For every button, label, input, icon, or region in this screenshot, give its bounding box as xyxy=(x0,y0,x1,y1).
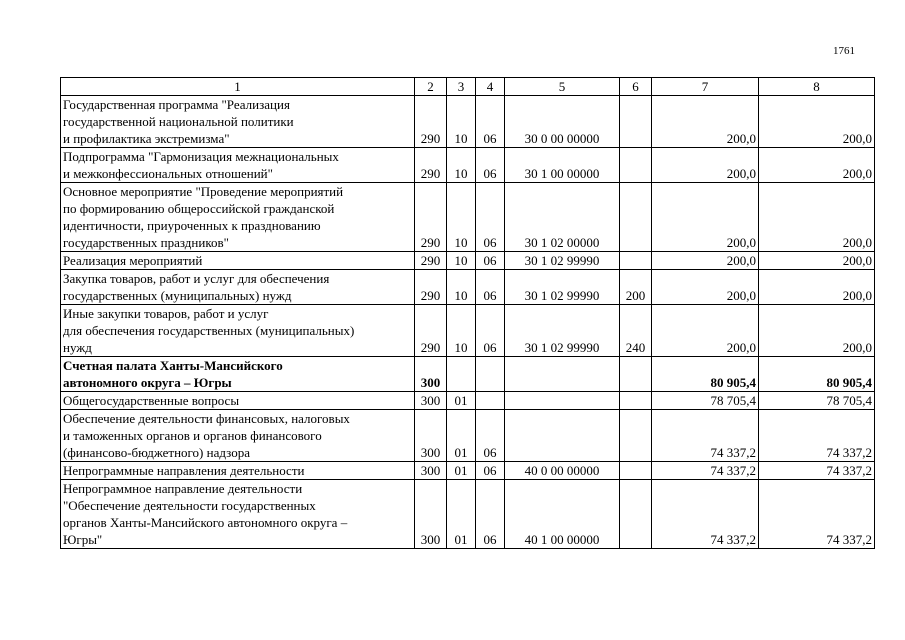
header-cell: 3 xyxy=(447,78,476,96)
subsection-cell: 06 xyxy=(476,183,505,252)
expense-type-cell xyxy=(620,96,652,148)
item-name-cell: Общегосударственные вопросы xyxy=(61,392,415,410)
budget-table xyxy=(60,77,875,549)
item-name-cell: Непрограммное направление деятельности "Обеспечение деятельности государственных органов Ханты-Мансийского автономного округа – Югры" xyxy=(61,480,415,549)
section-cell: 01 xyxy=(447,462,476,480)
subsection-cell xyxy=(476,357,505,392)
expense-type-cell xyxy=(620,357,652,392)
table-row xyxy=(61,148,875,183)
amount-col7-cell: 200,0 xyxy=(652,148,759,183)
section-cell: 01 xyxy=(447,480,476,549)
amount-col8-cell: 80 905,4 xyxy=(759,357,875,392)
amount-col8-cell: 74 337,2 xyxy=(759,462,875,480)
amount-col7-cell: 200,0 xyxy=(652,252,759,270)
amount-col7-cell: 200,0 xyxy=(652,305,759,357)
table-row xyxy=(61,96,875,148)
amount-col7-cell: 74 337,2 xyxy=(652,410,759,462)
header-cell: 4 xyxy=(476,78,505,96)
amount-col7-cell: 200,0 xyxy=(652,96,759,148)
item-name-cell: Иные закупки товаров, работ и услуг для обеспечения государственных (муниципальных) нужд xyxy=(61,305,415,357)
section-cell xyxy=(447,357,476,392)
amount-col8-cell: 200,0 xyxy=(759,305,875,357)
item-name-cell: Подпрограмма "Гармонизация межнациональных и межконфессиональных отношений" xyxy=(61,148,415,183)
expense-type-cell xyxy=(620,462,652,480)
amount-col8-cell: 200,0 xyxy=(759,148,875,183)
admin-code-cell: 300 xyxy=(415,462,447,480)
target-item-cell xyxy=(505,357,620,392)
admin-code-cell: 300 xyxy=(415,480,447,549)
header-row xyxy=(61,78,875,96)
target-item-cell: 30 0 00 00000 xyxy=(505,96,620,148)
amount-col7-cell: 200,0 xyxy=(652,183,759,252)
amount-col7-cell: 80 905,4 xyxy=(652,357,759,392)
subsection-cell xyxy=(476,392,505,410)
section-cell: 10 xyxy=(447,305,476,357)
item-name-cell: Государственная программа "Реализация государственной национальной политики и профилактика экстремизма" xyxy=(61,96,415,148)
table-row xyxy=(61,305,875,357)
table-row xyxy=(61,410,875,462)
expense-type-cell xyxy=(620,252,652,270)
subsection-cell: 06 xyxy=(476,148,505,183)
admin-code-cell: 300 xyxy=(415,392,447,410)
target-item-cell xyxy=(505,392,620,410)
amount-col8-cell: 200,0 xyxy=(759,252,875,270)
table-row xyxy=(61,392,875,410)
subsection-cell: 06 xyxy=(476,480,505,549)
section-cell: 10 xyxy=(447,270,476,305)
expense-type-cell xyxy=(620,148,652,183)
section-cell: 10 xyxy=(447,183,476,252)
amount-col7-cell: 200,0 xyxy=(652,270,759,305)
item-name-cell: Закупка товаров, работ и услуг для обеспечения государственных (муниципальных) нужд xyxy=(61,270,415,305)
header-cell: 5 xyxy=(505,78,620,96)
section-cell: 10 xyxy=(447,148,476,183)
expense-type-cell xyxy=(620,392,652,410)
item-name-cell: Непрограммные направления деятельности xyxy=(61,462,415,480)
admin-code-cell: 290 xyxy=(415,183,447,252)
target-item-cell: 30 1 02 99990 xyxy=(505,305,620,357)
section-cell: 10 xyxy=(447,96,476,148)
admin-code-cell: 300 xyxy=(415,357,447,392)
amount-col7-cell: 74 337,2 xyxy=(652,480,759,549)
header-cell: 2 xyxy=(415,78,447,96)
subsection-cell: 06 xyxy=(476,270,505,305)
section-cell: 01 xyxy=(447,392,476,410)
item-name-cell: Основное мероприятие "Проведение мероприятий по формированию общероссийской гражданской идентичности, приуроченных к празднованию государственных праздников" xyxy=(61,183,415,252)
expense-type-cell: 240 xyxy=(620,305,652,357)
amount-col8-cell: 200,0 xyxy=(759,96,875,148)
table-row xyxy=(61,270,875,305)
subsection-cell: 06 xyxy=(476,410,505,462)
header-cell: 6 xyxy=(620,78,652,96)
header-cell: 1 xyxy=(61,78,415,96)
subsection-cell: 06 xyxy=(476,305,505,357)
target-item-cell: 30 1 02 00000 xyxy=(505,183,620,252)
amount-col7-cell: 74 337,2 xyxy=(652,462,759,480)
admin-code-cell: 290 xyxy=(415,305,447,357)
table-row xyxy=(61,252,875,270)
subsection-cell: 06 xyxy=(476,96,505,148)
target-item-cell xyxy=(505,410,620,462)
expense-type-cell xyxy=(620,410,652,462)
admin-code-cell: 290 xyxy=(415,270,447,305)
item-name-cell: Реализация мероприятий xyxy=(61,252,415,270)
header-cell: 8 xyxy=(759,78,875,96)
section-cell: 10 xyxy=(447,252,476,270)
header-cell: 7 xyxy=(652,78,759,96)
target-item-cell: 40 1 00 00000 xyxy=(505,480,620,549)
amount-col8-cell: 200,0 xyxy=(759,183,875,252)
amount-col7-cell: 78 705,4 xyxy=(652,392,759,410)
item-name-cell: Счетная палата Ханты-Мансийского автономного округа – Югры xyxy=(61,357,415,392)
admin-code-cell: 290 xyxy=(415,252,447,270)
admin-code-cell: 300 xyxy=(415,410,447,462)
target-item-cell: 30 1 00 00000 xyxy=(505,148,620,183)
section-cell: 01 xyxy=(447,410,476,462)
table-row xyxy=(61,462,875,480)
subsection-cell: 06 xyxy=(476,252,505,270)
target-item-cell: 40 0 00 00000 xyxy=(505,462,620,480)
expense-type-cell: 200 xyxy=(620,270,652,305)
amount-col8-cell: 74 337,2 xyxy=(759,410,875,462)
admin-code-cell: 290 xyxy=(415,148,447,183)
amount-col8-cell: 74 337,2 xyxy=(759,480,875,549)
table-row xyxy=(61,480,875,549)
target-item-cell: 30 1 02 99990 xyxy=(505,252,620,270)
expense-type-cell xyxy=(620,183,652,252)
page-number: 1761 xyxy=(833,45,855,57)
subsection-cell: 06 xyxy=(476,462,505,480)
table-row xyxy=(61,357,875,392)
item-name-cell: Обеспечение деятельности финансовых, налоговых и таможенных органов и органов финансового (финансово-бюджетного) надзора xyxy=(61,410,415,462)
table-row xyxy=(61,183,875,252)
amount-col8-cell: 200,0 xyxy=(759,270,875,305)
admin-code-cell: 290 xyxy=(415,96,447,148)
expense-type-cell xyxy=(620,480,652,549)
amount-col8-cell: 78 705,4 xyxy=(759,392,875,410)
target-item-cell: 30 1 02 99990 xyxy=(505,270,620,305)
